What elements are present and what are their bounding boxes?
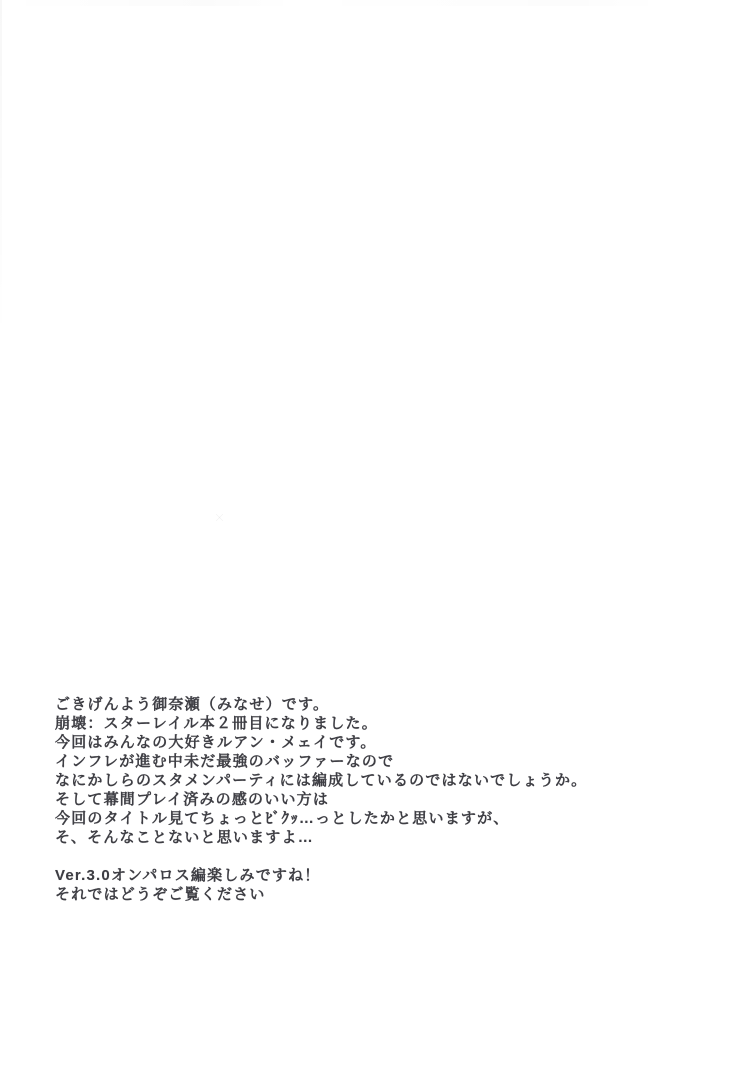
afterword-line: 崩壊：スターレイル本２冊目になりました。 xyxy=(55,715,378,732)
afterword-line: Ver.3.0オンパロス編楽しみですね！ xyxy=(55,867,321,884)
scan-artifact-top-edge xyxy=(0,0,737,6)
afterword-line: そして幕間プレイ済みの感のいい方は xyxy=(55,791,330,808)
afterword-line: それではどうぞご覧ください xyxy=(55,886,266,903)
scan-artifact-left-edge xyxy=(0,0,2,340)
afterword-line: 今回のタイトル見てちょっとﾋﾞｸｯ…っとしたかと思いますが、 xyxy=(55,810,510,827)
afterword-line: なにかしらのスタメンパーティには編成しているのではないでしょうか。 xyxy=(55,772,588,789)
afterword-line: ごきげんよう御奈瀬（みなせ）です。 xyxy=(55,696,330,713)
afterword-blank-line xyxy=(55,847,695,866)
afterword-line: そ、そんなことないと思いますよ… xyxy=(55,829,314,846)
afterword-line: インフレが進む中未だ最強のバッファーなので xyxy=(55,753,395,770)
afterword-text-block xyxy=(55,695,695,904)
afterword-line: 今回はみんなの大好きルアン・メェイです。 xyxy=(55,734,377,751)
scan-speck xyxy=(216,514,223,521)
